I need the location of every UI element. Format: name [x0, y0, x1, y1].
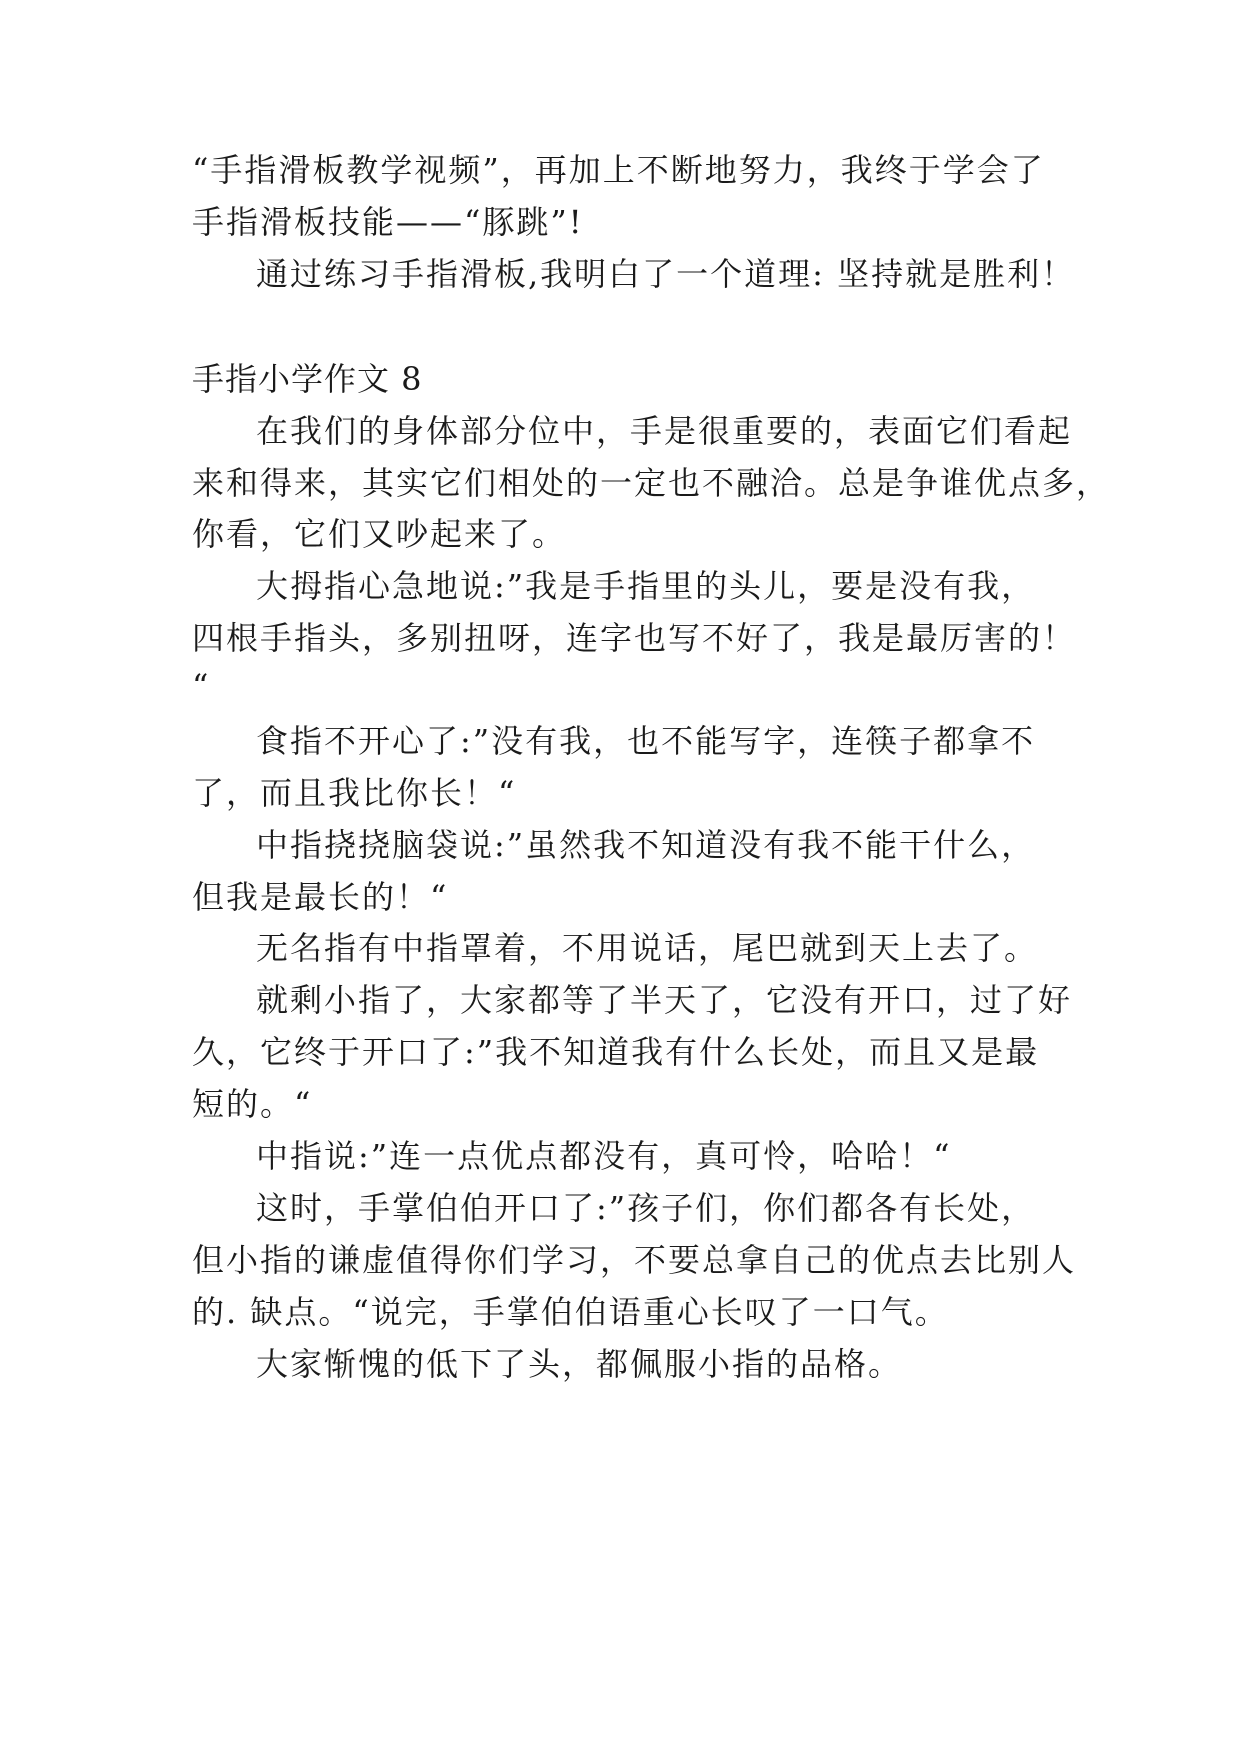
paragraph-line: 了，而且我比你长！“ — [192, 774, 517, 812]
paragraph-line: 的. 缺点。“说完，手掌伯伯语重心长叹了一口气。 — [192, 1293, 949, 1331]
paragraph-line: 食指不开心了:”没有我，也不能写字，连筷子都拿不 — [256, 722, 1036, 760]
paragraph-line: 这时，手掌伯伯开口了:”孩子们，你们都各有长处， — [256, 1189, 1036, 1227]
paragraph-line: 在我们的身体部分位中，手是很重要的，表面它们看起 — [256, 412, 1073, 450]
paragraph-line: 手指滑板技能——“豚跳”! — [192, 203, 584, 241]
paragraph-line: 但小指的谦虚值得你们学习，不要总拿自己的优点去比别人 — [192, 1241, 1077, 1279]
paragraph-line: 来和得来，其实它们相处的一定也不融洽。总是争谁优点多， — [192, 464, 1111, 502]
paragraph-line: 无名指有中指罩着，不用说话，尾巴就到天上去了。 — [256, 929, 1039, 967]
paragraph-line: 久，它终于开口了:”我不知道我有什么长处，而且又是最 — [192, 1033, 1040, 1071]
paragraph-line: 就剩小指了，大家都等了半天了，它没有开口，过了好 — [256, 981, 1073, 1019]
paragraph-line: 短的。“ — [192, 1085, 313, 1123]
paragraph-line: 大家惭愧的低下了头，都佩服小指的品格。 — [256, 1345, 903, 1383]
paragraph-line: “ — [192, 667, 211, 705]
paragraph-line: 大拇指心急地说:”我是手指里的头儿，要是没有我， — [256, 567, 1036, 605]
paragraph-line: 中指说:”连一点优点都没有，真可怜，哈哈！“ — [256, 1137, 952, 1175]
paragraph-line: “手指滑板教学视频”，再加上不断地努力，我终于学会了 — [192, 151, 1045, 189]
paragraph-line: 通过练习手指滑板,我明白了一个道理: 坚持就是胜利！ — [256, 255, 1076, 293]
paragraph-line: 四根手指头，多别扭呀，连字也写不好了，我是最厉害的！ — [192, 619, 1077, 657]
document-page — [192, 0, 1111, 1754]
section-title: 手指小学作文 8 — [192, 360, 423, 398]
paragraph-line: 你看，它们又吵起来了。 — [192, 515, 567, 553]
paragraph-line: 但我是最长的！“ — [192, 878, 449, 916]
paragraph-line: 中指挠挠脑袋说:”虽然我不知道没有我不能干什么， — [256, 826, 1036, 864]
